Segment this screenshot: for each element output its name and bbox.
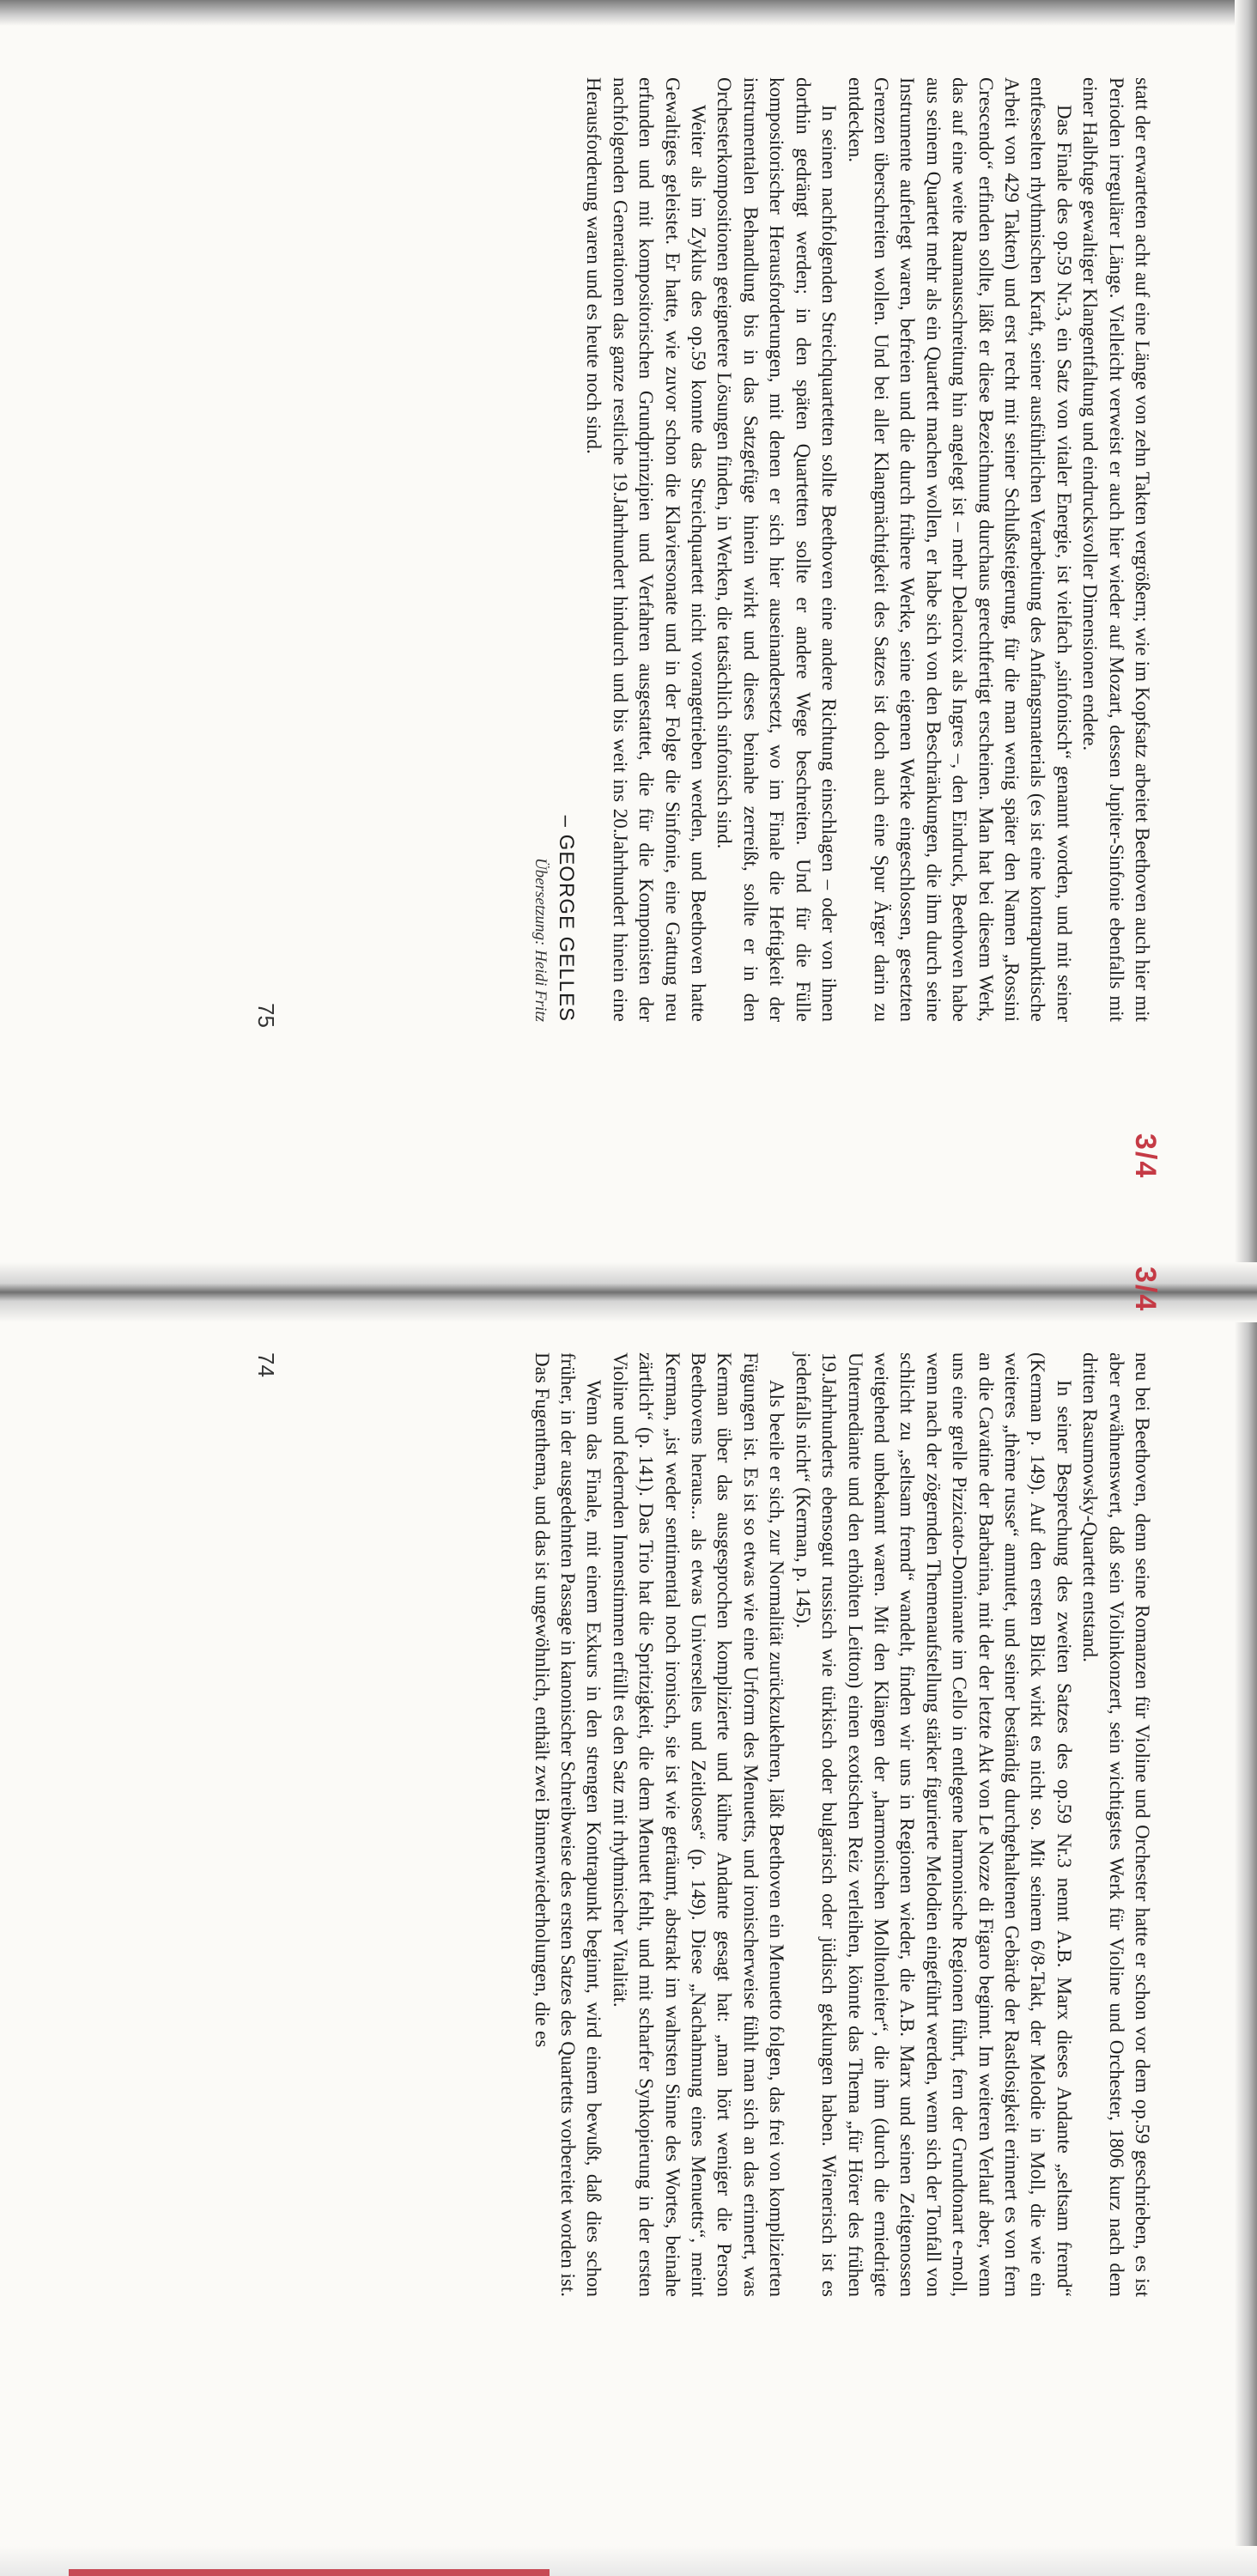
section-marker: 3/4 — [1129, 1267, 1162, 1313]
left-page-text — [528, 1352, 1155, 2297]
paragraph: Als beeile er sich, zur Normalität zurückzukehren, läßt Beethoven ein Menuetto folgen, das frei von komplizierten Fügungen ist. Es ist so etwas wie eine Urform des Menuetts, und ironischerweise fühlt man sich an das erinnert, was Kerman über das ausgesprochen komplizierte und kühne Andante gesagt hat: „man hört weniger die Person Beethovens heraus... als etwas Universelles und Zeitloses“ (p. 149). Diese „Nachahmung eines Menuetts“, meint Kerman, „ist weder sentimental noch ironisch, sie ist wie geträumt, abstrakt im wahrsten Sinne des Wortes, beinahe zärtlich“ (p. 141). Das Trio hat die Spritzigkeit, die dem Menuett fehlt, und mit scharfer Synkopierung in der ersten Violine und federnden Innenstimmen erfüllt es den Satz mit rhythmischer Vitalität. — [609, 1352, 788, 2297]
red-edge-mark — [69, 2569, 550, 2576]
book-gutter — [0, 1262, 1257, 1322]
paragraph: statt der erwarteten acht auf eine Länge von zehn Takten vergrößern; wie im Kopfsatz arbeitet Beethoven auch hier mit Perioden irregulärer Länge. Vielleicht verweist er auch hier wieder auf Mozart, dessen Jupiter-Sinfonie ebenfalls mit einer Halbfuge gewaltiger Klangentfaltung und eindrucksvoller Dimensionen endete. — [1079, 77, 1153, 1022]
translator-credit: Übersetzung: Heidi Fritz — [531, 857, 550, 1022]
left-page — [245, 1267, 1162, 2537]
right-page — [245, 77, 1162, 1262]
paragraph: Wenn das Finale, mit einem Exkurs in den strengen Kontrapunkt beginnt, wird einem bewußt, daß dies schon früher, in der ausgedehnten Passage in kanonischer Schreibweise des ersten Satzes des Quartetts vorbereitet worden ist. Das Fugenthema, und das ist ungewöhnlich, enthält zwei Binnenwiederholungen, die es — [531, 1352, 605, 2297]
right-page-text — [526, 77, 1155, 1022]
section-marker: 3/4 — [1129, 1133, 1162, 1180]
paragraph: In seinen nachfolgenden Streichquartetten sollte Beethoven eine andere Richtung einschlagen – oder von ihnen dorthin gedrängt werden; in den späten Quartetten sollte er andere Wege beschreiten. Und für die Fülle kompositorischer Herausforderungen, mit denen er sich hier auseinandersetzt, wo im Finale die Heftigkeit der instrumentalen Behandlung bis in das Satzgefüge hinein wirkt und dieses beinahe zerreißt, sollte er in den Orchesterkompositionen geeignetere Lösungen finden, in Werken, die tatsächlich sinfonisch sind. — [714, 77, 841, 1022]
paragraph: Das Finale des op.59 Nr.3, ein Satz von vitaler Energie, ist vielfach „sinfonisch“ genannt worden, und mit seiner entfesselten rhythmischen Kraft, seiner ausführlichen Verarbeitung des Anfangsmaterials (es ist eine kontrapunktische Arbeit von 429 Takten) und erst recht mit seiner Schlußsteigerung, für die man wenig später den Namen „Rossini Crescendo“ erfinden sollte, läßt er diese Bezeichnung durchaus gerechtfertigt erscheinen. Man hat bei diesem Werk, das auf eine weite Raumausschreitung hin angelegt ist – mehr Delacroix als Ingres –, den Eindruck, Beethoven habe aus seinem Quartett mehr als ein Quartett machen wollen, er habe sich von den Beschränkungen, die ihm durch seine Instrumente auferlegt waren, befreien und die durch frühere Werke, seine eigenen Werke eingeschlossen, gesetzten Grenzen überschreiten wollen. Und bei aller Klangmächtigkeit des Satzes ist doch auch eine Spur Ärger darin zu entdecken. — [844, 77, 1075, 1022]
paragraph: In seiner Besprechung des zweiten Satzes des op.59 Nr.3 nennt A.B. Marx dieses Andante „seltsam fremd“ (Kerman p. 149). Auf den ersten Blick wirkt es nicht so. Mit seinem 6/8-Takt, der Melodie in Moll, die wie ein weiteres „thème russe“ anmutet, und seiner beständig durchgehaltenen Gebärde der Rastlosigkeit erinnert es von fern an die Cavatine der Barbarina, mit der der letzte Akt von Le Nozze di Figaro beginnt. Im weiteren Verlauf aber, wenn uns eine grelle Pizzicato-Dominante im Cello in entlegene harmonische Regionen führt, fern der Grundtonart e-moll, wenn nach der zögernden Themenaufstellung stärker figurierte Melodien eingeführt werden, wenn sich der Tonfall von schlicht zu „seltsam fremd“ wandelt, finden wir uns in Regionen wieder, die A.B. Marx und seinen Zeitgenossen weitgehend unbekannt waren. Mit den Klängen der „harmonischen Molltonleiter“, die ihm (durch die erniedrigte Untermediante und den erhöhten Leitton) einen exotischen Reiz verleihen, könnte das Thema „für Hörer des frühen 19.Jahrhunderts ebensogut russisch wie türkisch oder bulgarisch oder jüdisch geklungen haben. Wienerisch ist es jedenfalls nicht“ (Kerman, p. 145). — [792, 1352, 1075, 2297]
page-number: 75 — [253, 1003, 279, 1028]
author-signature: – GEORGE GELLES — [555, 815, 579, 1022]
paragraph: Weiter als im Zyklus des op.59 konnte das Streichquartett nicht vorangetrieben werden, und Beethoven hatte Gewaltiges geleistet. Er hatte, wie zuvor schon die Klaviersonate und in der Folge die Sinfonie, eine Gattung neu erfunden und mit kompositorischen Grundprinzipien und Verfahren ausgestattet, die für die Komponisten der nachfolgenden Generationen das ganze restliche 19.Jahrhundert hindurch und bis weit ins 20.Jahrhundert hinein eine Herausforderung waren und es heute noch sind. — [583, 77, 710, 1022]
page-number: 74 — [253, 1352, 279, 1377]
paragraph: neu bei Beethoven, denn seine Romanzen für Violine und Orchester hatte er schon vor dem op.59 geschrieben, es ist aber erwähnenswert, daß sein Violinkonzert, sein wichtigstes Werk für Violine und Orchester, 1806 kurz nach dem dritten Rasumowsky-Quartett entstand. — [1079, 1352, 1153, 2297]
page-top-edge — [0, 0, 1257, 26]
